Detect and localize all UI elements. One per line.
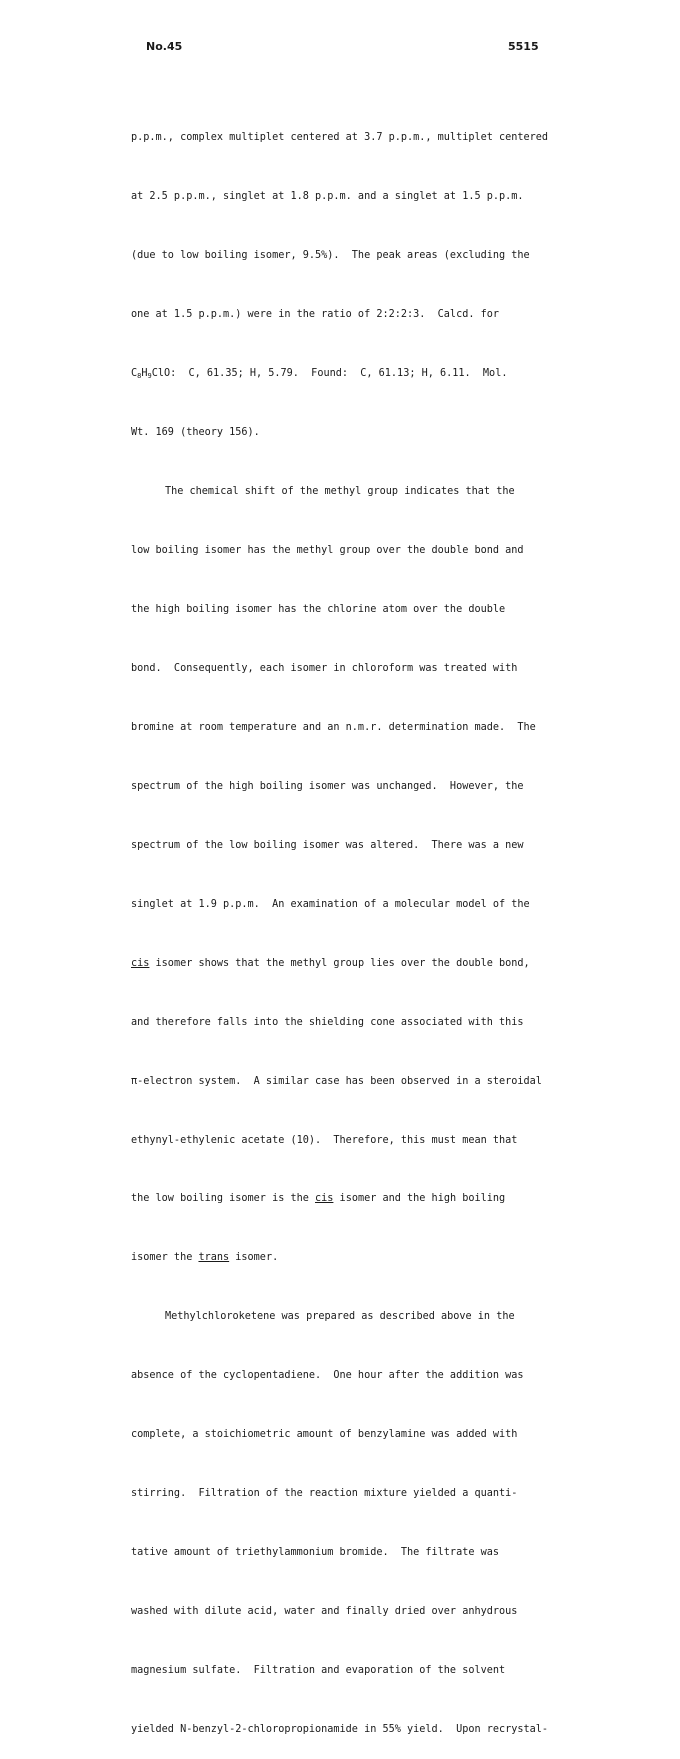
text-line-formula [131, 364, 576, 384]
text-line: ethynyl-ethylenic acetate (10). Therefore, this must mean that [131, 1134, 518, 1146]
paragraph-start: The chemical shift of the methyl group indicates that the [165, 486, 515, 498]
text-line: magnesium sulfate. Filtration and evaporation of the solvent [131, 1665, 506, 1677]
text-line: tative amount of triethylammonium bromide. The filtrate was [131, 1547, 500, 1559]
formula-subscript-9: 9 [147, 372, 152, 381]
text-segment: the low boiling isomer is the [131, 1193, 316, 1205]
text-line: washed with dilute acid, water and finally dried over anhydrous [131, 1606, 518, 1618]
italic-cis: cis [131, 957, 150, 969]
paragraph-start: Methylchloroketene was prepared as described above in the [165, 1311, 515, 1323]
text-line: at 2.5 p.p.m., singlet at 1.8 p.p.m. and a singlet at 1.5 p.p.m. [131, 191, 524, 203]
italic-trans: trans [198, 1252, 230, 1264]
text-line [131, 1189, 576, 1209]
text-line: absence of the cyclopentadiene. One hour after the addition was [131, 1370, 524, 1382]
formula-rest: ClO: C, 61.35; H, 5.79. Found: C, 61.13; H, 6.11. Mol. [151, 368, 508, 380]
text-line [131, 954, 576, 974]
text-line: the high boiling isomer has the chlorine atom over the double [131, 603, 506, 615]
text-line: spectrum of the high boiling isomer was unchanged. However, the [131, 780, 524, 792]
text-line: p.p.m., complex multiplet centered at 3.7 p.p.m., multiplet centered [131, 132, 549, 144]
text-line: low boiling isomer has the methyl group over the double bond and [131, 544, 524, 556]
text-line: and therefore falls into the shielding cone associated with this [131, 1016, 524, 1028]
formula-element-c: C [131, 368, 138, 380]
text-line: one at 1.5 p.p.m.) were in the ratio of 2:2:2:3. Calcd. for [131, 309, 500, 321]
journal-number: No.45 [146, 40, 183, 53]
text-line: bond. Consequently, each isomer in chloroform was treated with [131, 662, 518, 674]
text-line: bromine at room temperature and an n.m.r. determination made. The [131, 721, 536, 733]
text-line: π-electron system. A similar case has been observed in a steroidal [131, 1075, 542, 1087]
text-segment: isomer shows that the methyl group lies over the double bond, [149, 957, 530, 969]
text-segment: isomer the [131, 1252, 199, 1264]
text-line: stirring. Filtration of the reaction mixture yielded a quanti- [131, 1488, 518, 1500]
text-line: (due to low boiling isomer, 9.5%). The peak areas (excluding the [131, 250, 530, 262]
formula-subscript-8: 8 [137, 372, 142, 381]
text-line: yielded N-benzyl-2-chloropropionamide in 55% yield. Upon recrystal- [131, 1724, 549, 1736]
text-line: complete, a stoichiometric amount of benzylamine was added with [131, 1429, 518, 1441]
body-text [131, 89, 576, 1759]
text-line: Wt. 169 (theory 156). [131, 427, 260, 439]
text-segment: isomer and the high boiling [333, 1193, 506, 1205]
italic-cis: cis [315, 1193, 334, 1205]
text-line: singlet at 1.9 p.p.m. An examination of a molecular model of the [131, 898, 530, 910]
text-segment: isomer. [229, 1252, 279, 1264]
page-number: 5515 [508, 40, 539, 53]
formula-element-h: H [141, 368, 148, 380]
text-line: spectrum of the low boiling isomer was altered. There was a new [131, 839, 524, 851]
text-line [131, 1248, 576, 1268]
